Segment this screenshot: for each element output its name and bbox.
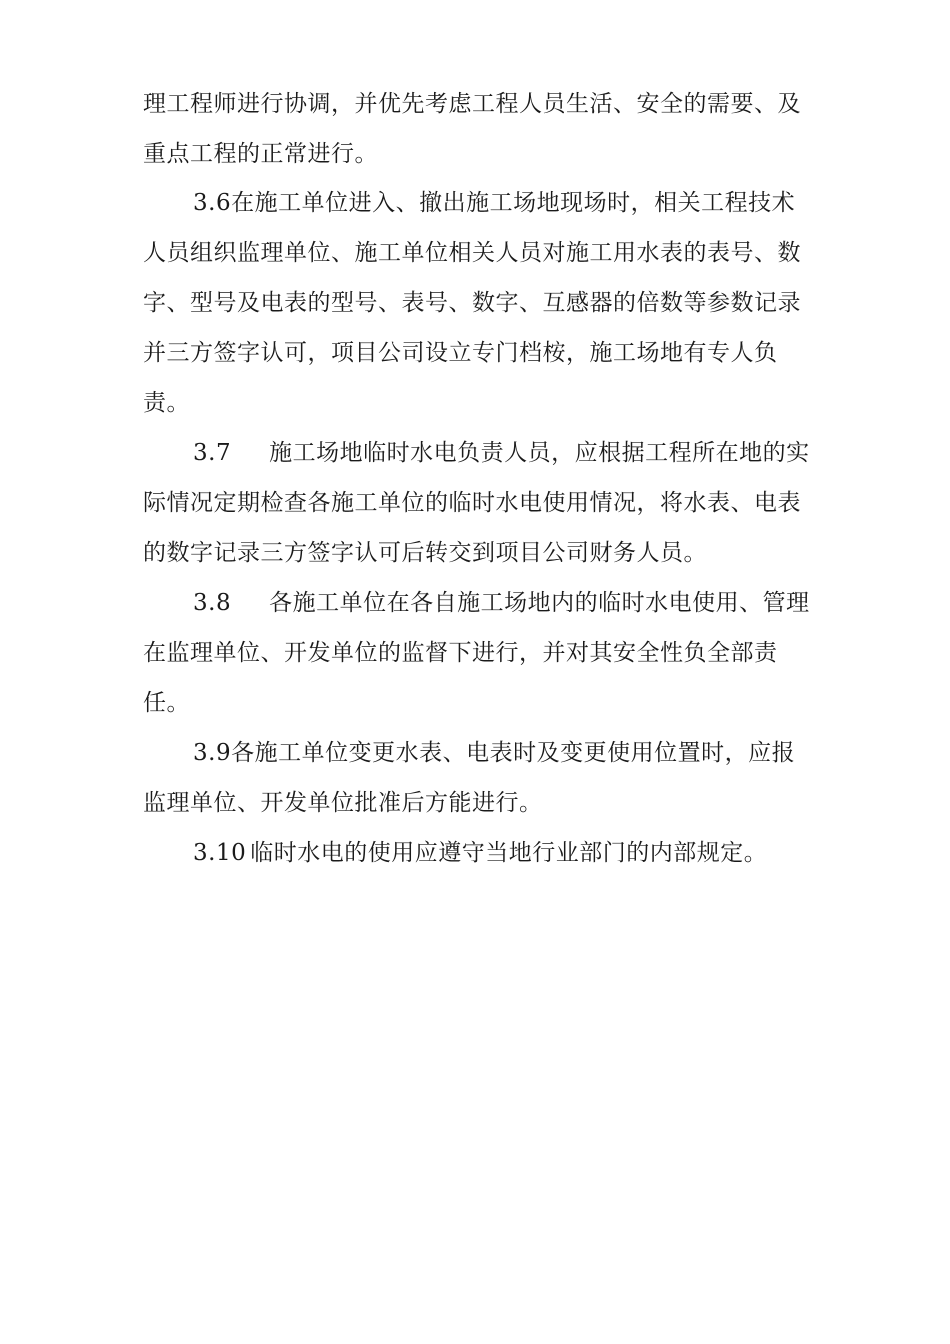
section-number: 3.7: [193, 440, 232, 466]
paragraph-text: 各施工单位在各自施工场地内的临时水电使用、管理: [269, 590, 810, 616]
paragraph-text: 在施工单位进入、撤出施工场地现场时，相关工程技术: [231, 190, 796, 216]
paragraph-line: 的数字记录三方签字认可后转交到项目公司财务人员。: [143, 540, 707, 566]
paragraph-line: 人员组织监理单位、施工单位相关人员对施工用水表的表号、数: [143, 240, 801, 266]
paragraph-line: 重点工程的正常进行。: [143, 141, 378, 167]
paragraph-text: 各施工单位变更水表、电表时及变更使用位置时，应报: [231, 740, 796, 766]
paragraph-3-8-first-line: [193, 588, 893, 618]
section-number: 3.6: [193, 190, 232, 216]
paragraph-text: 临时水电的使用应遵守当地行业部门的内部规定。: [250, 840, 768, 866]
paragraph-3-7-first-line: [193, 438, 893, 468]
paragraph-3-6-first-line: [193, 188, 893, 218]
paragraph-3-10-first-line: [193, 838, 893, 868]
paragraph-line: 任。: [143, 690, 190, 716]
paragraph-line: 并三方签字认可，项目公司设立专门档桉，施工场地有专人负: [143, 340, 778, 366]
section-number: 3.9: [193, 740, 232, 766]
section-number: 3.8: [193, 590, 232, 616]
paragraph-line: 监理单位、开发单位批准后方能进行。: [143, 790, 543, 816]
paragraph-3-9-first-line: [193, 738, 893, 768]
paragraph-line: 理工程师进行协调，并优先考虑工程人员生活、安全的需要、及: [143, 91, 801, 117]
paragraph-line: 字、型号及电表的型号、表号、数字、互感器的倍数等参数记录: [143, 290, 801, 316]
paragraph-line: 际情况定期检查各施工单位的临时水电使用情况，将水表、电表: [143, 490, 801, 516]
paragraph-line: 责。: [143, 390, 190, 416]
section-number: 3.10: [193, 840, 247, 866]
paragraph-line: 在监理单位、开发单位的监督下进行，并对其安全性负全部责: [143, 640, 778, 666]
paragraph-text: 施工场地临时水电负责人员，应根据工程所在地的实: [269, 440, 810, 466]
